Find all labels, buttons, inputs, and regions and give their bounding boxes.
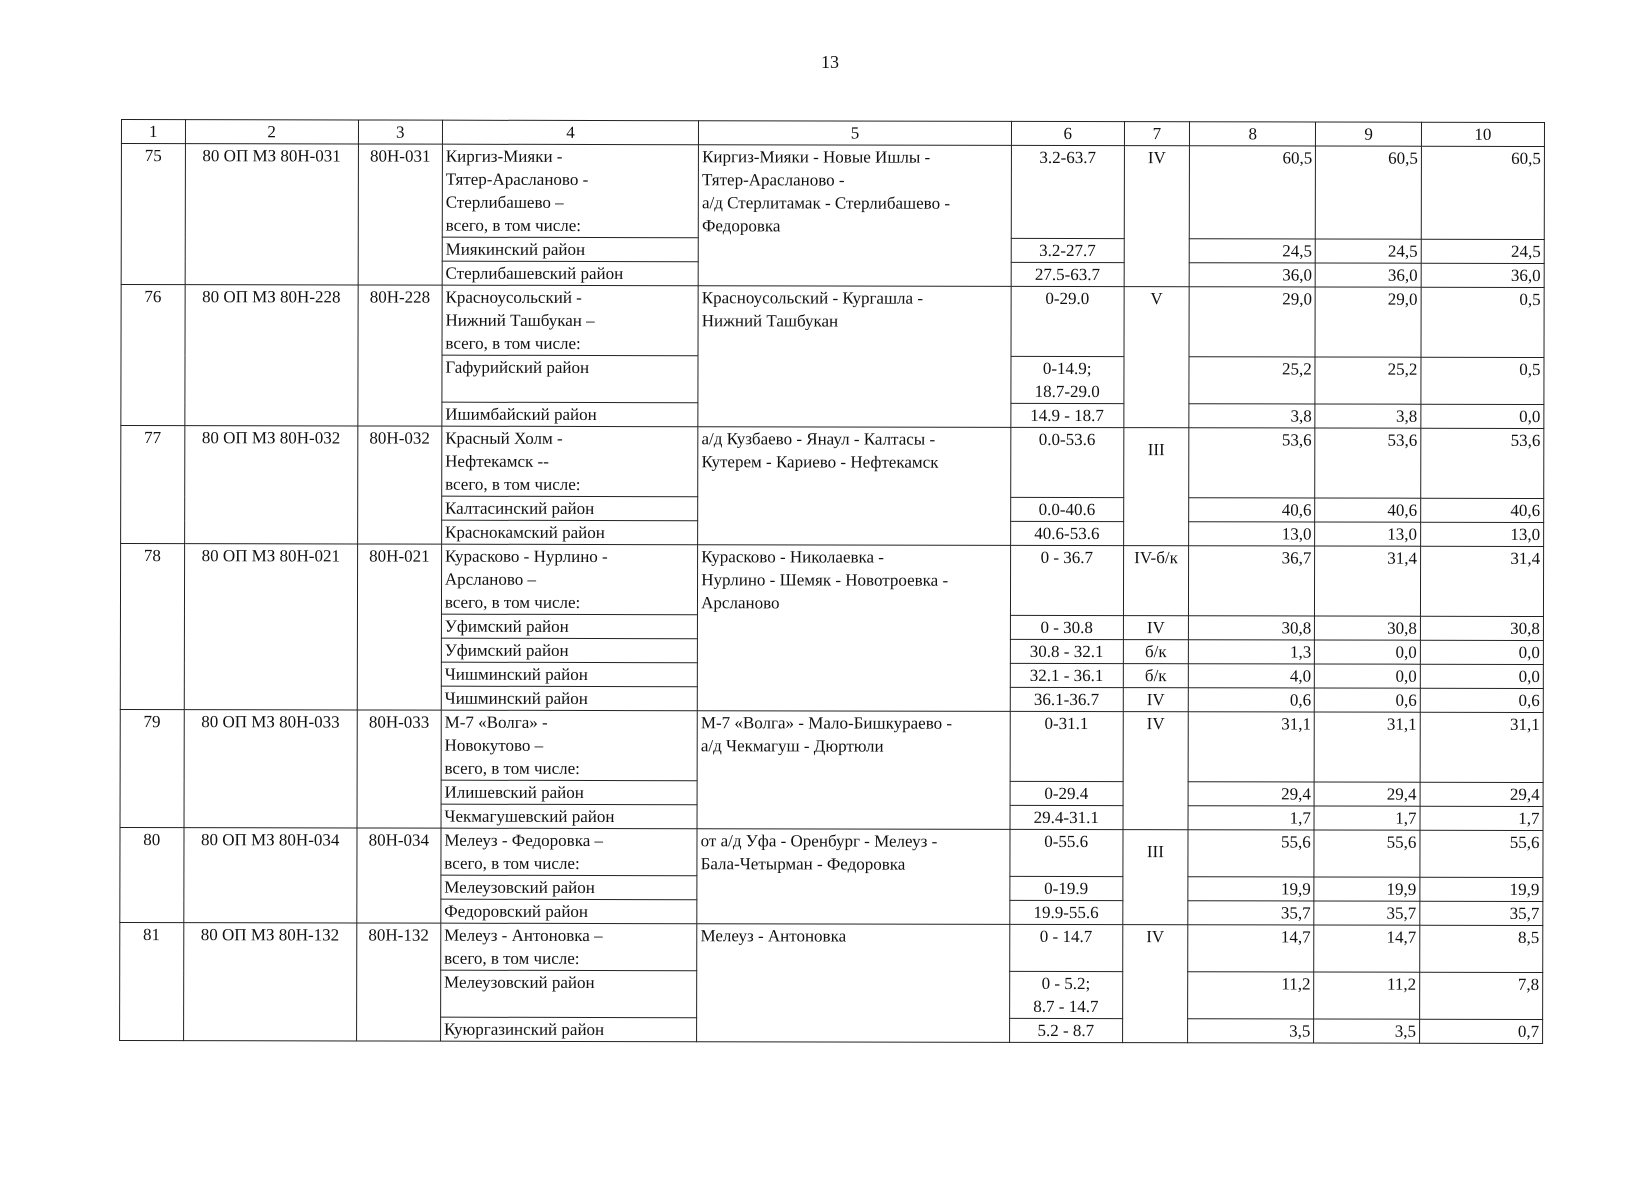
district-category: IV: [1123, 688, 1189, 712]
road-name-line: всего, в том числе:: [445, 333, 581, 353]
road-route-line: Бала-Четырман - Федоровка: [700, 854, 906, 874]
km-range: [1011, 427, 1124, 497]
district-name: Чишминский район: [441, 662, 697, 687]
district-km-range: [1010, 876, 1123, 900]
district-length-total: 3,8: [1189, 404, 1315, 428]
district-length-regional: 19,9: [1314, 877, 1420, 901]
district-length-total: 24,5: [1189, 239, 1315, 263]
district-length-total: 13,0: [1189, 522, 1315, 546]
km-line: 3.2-63.7: [1039, 147, 1097, 168]
road-route: [698, 427, 1011, 546]
district-km-range: [1009, 1018, 1122, 1042]
district-length-regional: 11,2: [1314, 972, 1420, 1019]
district-length-regional: 24,5: [1316, 239, 1422, 263]
road-route: [698, 145, 1011, 287]
district-length-paved: 0,6: [1420, 688, 1543, 712]
road-route-line: М-7 «Волга» - Мало-Бишкураево -: [700, 713, 953, 733]
district-km-range: [1011, 356, 1124, 403]
road-route-line: Киргиз-Мияки - Новые Ишлы -: [702, 147, 931, 167]
km-line: 29.4-31.1: [1033, 807, 1099, 828]
district-length-regional: 35,7: [1314, 901, 1420, 925]
km-line: 36.1-36.7: [1033, 689, 1100, 710]
district-name: Гафурийский район: [442, 355, 698, 403]
road-name: [441, 710, 697, 781]
km-line: 0 - 36.7: [1040, 547, 1094, 568]
district-length-paved: 35,7: [1420, 901, 1543, 925]
road-name-line: М-7 «Волга» -: [444, 712, 548, 732]
column-header: 1: [121, 120, 185, 144]
district-length-regional: 30,8: [1315, 616, 1421, 640]
row-number: 75: [121, 144, 185, 285]
district-name: Стерлибашевский район: [442, 261, 698, 286]
page-number: 13: [821, 52, 839, 72]
km-line: 0-14.9;: [1042, 358, 1092, 379]
road-name-line: Новокутово –: [444, 735, 544, 755]
district-length-total: 29,4: [1188, 782, 1314, 806]
length-paved: 53,6: [1421, 428, 1544, 498]
district-length-regional: 25,2: [1315, 357, 1421, 404]
district-km-range: [1010, 900, 1123, 924]
road-category: IV-б/к: [1123, 546, 1189, 616]
km-line: 0 - 14.7: [1039, 926, 1093, 947]
table-row: [121, 285, 1544, 358]
district-length-total: 35,7: [1188, 901, 1314, 925]
km-line: 0 - 5.2;: [1041, 973, 1091, 994]
road-route-line: Кутерем - Кариево - Нефтекамск: [701, 452, 939, 472]
district-name: Мелеузовский район: [441, 875, 697, 900]
row-number: 81: [120, 922, 184, 1040]
road-route-line: Арсланово: [701, 593, 780, 613]
road-route-line: а/д Кузбаево - Янаул - Калтасы -: [701, 429, 936, 449]
district-name: Краснокамский район: [441, 520, 697, 545]
km-line: 18.7-29.0: [1034, 381, 1100, 402]
road-name-line: всего, в том числе:: [445, 215, 582, 235]
length-total: 14,7: [1188, 925, 1314, 972]
length-regional: 14,7: [1314, 925, 1420, 972]
district-length-regional: 3,5: [1314, 1019, 1420, 1043]
district-km-range: [1010, 615, 1123, 639]
row-number: 80: [120, 827, 184, 922]
km-line: 8.7 - 14.7: [1033, 996, 1099, 1017]
district-name: Уфимский район: [441, 614, 697, 639]
road-route: [698, 286, 1011, 428]
district-length-total: 30,8: [1189, 616, 1315, 640]
road-name-line: Красноусольский -: [445, 287, 582, 307]
district-name: Миякинский район: [442, 237, 698, 262]
km-line: 40.6-53.6: [1034, 523, 1100, 544]
road-route: [697, 545, 1010, 712]
district-length-paved: 13,0: [1421, 522, 1544, 546]
district-length-paved: 1,7: [1420, 806, 1543, 830]
road-id: 80 ОП МЗ 80Н-034: [183, 828, 356, 923]
km-line: 3.2-27.7: [1039, 240, 1096, 261]
district-length-total: 4,0: [1189, 664, 1315, 688]
column-header: 7: [1124, 122, 1190, 146]
district-category: б/к: [1123, 640, 1189, 664]
district-km-range: [1011, 497, 1124, 521]
district-length-total: 1,7: [1188, 806, 1314, 830]
district-length-total: 25,2: [1189, 357, 1315, 404]
road-route: [697, 924, 1010, 1043]
header-row: [121, 120, 1544, 147]
district-km-range: [1010, 687, 1123, 711]
road-short-code: 80Н-031: [358, 144, 442, 285]
km-line: 30.8 - 32.1: [1029, 641, 1104, 662]
table-row: [120, 709, 1543, 782]
district-length-paved: 0,5: [1421, 357, 1544, 404]
district-km-range: [1010, 663, 1123, 687]
district-length-paved: 7,8: [1420, 972, 1543, 1019]
road-category: III: [1123, 428, 1189, 546]
length-regional: 31,1: [1314, 712, 1420, 782]
road-id: 80 ОП МЗ 80Н-228: [184, 285, 358, 426]
length-paved: 0,5: [1421, 287, 1544, 357]
table-row: [120, 544, 1543, 617]
road-route-line: Курасково - Николаевка -: [701, 547, 885, 567]
road-route-line: а/д Стерлитамак - Стерлибашево -: [701, 193, 951, 213]
km-range: [1010, 711, 1123, 781]
column-header: 10: [1421, 122, 1544, 146]
row-number: 79: [120, 709, 184, 827]
column-header: 6: [1011, 121, 1124, 145]
row-number: 78: [120, 544, 184, 710]
km-line: 0.0-40.6: [1038, 499, 1096, 520]
km-range: [1010, 545, 1123, 615]
district-name: Чишминский район: [441, 686, 697, 711]
district-length-paved: 0,0: [1420, 664, 1543, 688]
road-short-code: 80Н-228: [358, 285, 442, 426]
road-name-line: всего, в том числе:: [445, 474, 581, 494]
district-name: Чекмагушевский район: [441, 804, 697, 829]
district-name: Ишимбайский район: [442, 402, 698, 427]
km-range: [1011, 145, 1124, 238]
district-name: Илишевский район: [441, 780, 697, 805]
length-total: 53,6: [1189, 428, 1315, 498]
length-regional: 29,0: [1315, 287, 1421, 357]
district-length-paved: 0,0: [1420, 640, 1543, 664]
district-length-total: 36,0: [1189, 263, 1315, 287]
road-name-line: Нижний Ташбукан –: [445, 310, 595, 330]
length-total: 60,5: [1189, 146, 1315, 239]
table-row: [121, 144, 1544, 240]
district-length-regional: 36,0: [1315, 263, 1421, 287]
road-id: 80 ОП МЗ 80Н-021: [184, 544, 358, 710]
column-header: 9: [1316, 122, 1422, 146]
district-length-regional: 1,7: [1314, 806, 1420, 830]
road-name: [442, 426, 698, 497]
road-route: [697, 829, 1010, 925]
road-short-code: 80Н-033: [357, 710, 441, 828]
km-line: 0.0-53.6: [1038, 429, 1096, 450]
road-category: IV: [1124, 146, 1190, 287]
road-name-line: Красный Холм -: [445, 428, 563, 448]
road-name-line: Нефтекамск --: [445, 451, 549, 471]
km-line: 19.9-55.6: [1033, 902, 1099, 923]
road-name-line: всего, в том числе:: [444, 758, 580, 778]
district-length-regional: 13,0: [1315, 522, 1421, 546]
district-name: Федоровский район: [441, 899, 697, 924]
district-km-range: [1011, 238, 1124, 262]
road-name-line: Киргиз-Мияки -: [445, 146, 563, 166]
row-number: 76: [121, 285, 185, 426]
road-name-line: Стерлибашево –: [445, 192, 564, 212]
road-route-line: от а/д Уфа - Оренбург - Мелеуз -: [700, 831, 938, 851]
district-length-total: 3,5: [1188, 1019, 1314, 1043]
road-name-line: Курасково - Нурлино -: [444, 546, 608, 567]
road-name-line: всего, в том числе:: [444, 592, 581, 612]
column-header: 5: [699, 121, 1012, 146]
column-header: 3: [358, 120, 442, 144]
district-km-range: [1011, 403, 1124, 427]
district-category: б/к: [1123, 664, 1189, 688]
km-line: 0 - 30.8: [1040, 617, 1093, 638]
road-name-line: Тятер-Арасланово -: [445, 169, 589, 189]
road-route-line: Федоровка: [701, 216, 781, 236]
road-category: V: [1123, 287, 1189, 428]
district-name: Куюргазинский район: [440, 1017, 696, 1042]
district-km-range: [1011, 262, 1124, 286]
length-paved: 8,5: [1420, 925, 1543, 972]
km-line: 0-29.4: [1044, 783, 1089, 804]
length-regional: 55,6: [1314, 830, 1420, 877]
table-row: [121, 426, 1544, 499]
district-length-paved: 40,6: [1421, 498, 1544, 522]
road-route-line: Красноусольский - Кургашла -: [701, 288, 924, 308]
district-length-regional: 29,4: [1314, 782, 1420, 806]
length-paved: 60,5: [1421, 146, 1544, 239]
table-row: [120, 827, 1543, 877]
road-name: [442, 144, 698, 238]
district-length-paved: 36,0: [1421, 263, 1544, 287]
km-line: 0-29.0: [1045, 288, 1090, 309]
district-name: Уфимский район: [441, 638, 697, 663]
road-name-line: всего, в том числе:: [444, 948, 580, 968]
length-regional: 53,6: [1315, 428, 1421, 498]
road-category: IV: [1122, 925, 1188, 1043]
km-line: 32.1 - 36.1: [1029, 665, 1104, 686]
district-km-range: [1010, 781, 1123, 805]
km-line: 0-19.9: [1044, 878, 1089, 899]
road-name-line: Арсланово –: [444, 569, 537, 589]
road-short-code: 80Н-034: [357, 828, 441, 923]
district-length-regional: 3,8: [1315, 404, 1421, 428]
district-km-range: [1010, 521, 1123, 545]
row-number: 77: [121, 426, 185, 544]
district-length-paved: 0,7: [1419, 1019, 1542, 1043]
road-name: [442, 285, 698, 356]
road-name: [441, 544, 697, 615]
column-header: 2: [185, 120, 358, 144]
road-name-line: Мелеуз - Федоровка –: [444, 830, 604, 851]
district-length-paved: 29,4: [1420, 782, 1543, 806]
length-regional: 60,5: [1316, 146, 1422, 239]
km-line: 5.2 - 8.7: [1037, 1020, 1095, 1041]
km-line: 0-31.1: [1044, 713, 1089, 734]
road-short-code: 80Н-032: [357, 426, 441, 544]
district-length-paved: 19,9: [1420, 877, 1543, 901]
district-length-regional: 0,0: [1315, 640, 1421, 664]
district-length-paved: 0,0: [1421, 404, 1544, 428]
km-range: [1011, 286, 1124, 356]
road-name-line: Мелеуз - Антоновка –: [444, 925, 603, 946]
district-km-range: [1010, 639, 1123, 663]
length-paved: 31,4: [1420, 546, 1543, 616]
length-paved: 31,1: [1420, 712, 1543, 782]
road-route-line: а/д Чекмагуш - Дюртюли: [700, 736, 884, 756]
district-length-regional: 0,0: [1315, 664, 1421, 688]
road-route-line: Нижний Ташбукан: [701, 311, 839, 331]
road-category: III: [1122, 830, 1188, 925]
length-total: 29,0: [1189, 287, 1315, 357]
district-km-range: [1010, 805, 1123, 829]
road-route: [697, 711, 1010, 830]
km-line: 0-55.6: [1044, 831, 1089, 852]
roads-table: [119, 119, 1545, 1044]
road-name: [441, 828, 697, 876]
table-body: [120, 120, 1545, 1044]
km-line: 27.5-63.7: [1034, 264, 1101, 285]
road-route-line: Тятер-Арасланово -: [702, 170, 845, 190]
road-route-line: Нурлино - Шемяк - Новотроевка -: [701, 570, 949, 590]
km-line: 14.9 - 18.7: [1030, 405, 1104, 426]
district-length-total: 19,9: [1188, 877, 1314, 901]
road-route-line: Мелеуз - Антоновка: [700, 926, 847, 946]
road-id: 80 ОП МЗ 80Н-031: [185, 144, 359, 285]
length-total: 31,1: [1188, 712, 1314, 782]
road-short-code: 80Н-132: [356, 923, 440, 1041]
district-length-total: 40,6: [1189, 498, 1315, 522]
column-header: 4: [442, 120, 698, 145]
km-range: [1010, 829, 1123, 876]
district-length-regional: 0,6: [1315, 688, 1421, 712]
district-name: Мелеузовский район: [440, 970, 696, 1018]
district-category: IV: [1123, 616, 1189, 640]
district-length-total: 1,3: [1189, 640, 1315, 664]
length-total: 55,6: [1188, 830, 1314, 877]
road-category: IV: [1123, 712, 1189, 830]
length-regional: 31,4: [1315, 546, 1421, 616]
road-name: [441, 923, 697, 971]
district-km-range: [1009, 971, 1122, 1018]
km-range: [1010, 924, 1123, 971]
district-length-paved: 30,8: [1420, 616, 1543, 640]
road-id: 80 ОП МЗ 80Н-132: [183, 923, 356, 1041]
length-paved: 55,6: [1420, 830, 1543, 877]
district-length-total: 0,6: [1188, 688, 1314, 712]
length-total: 36,7: [1189, 546, 1315, 616]
district-length-regional: 40,6: [1315, 498, 1421, 522]
road-short-code: 80Н-021: [357, 544, 441, 710]
district-name: Калтасинский район: [442, 496, 698, 521]
road-id: 80 ОП МЗ 80Н-032: [184, 426, 357, 544]
table-row: [120, 922, 1543, 972]
road-name-line: всего, в том числе:: [444, 853, 580, 873]
district-length-paved: 24,5: [1421, 239, 1544, 263]
district-length-total: 11,2: [1188, 972, 1314, 1019]
column-header: 8: [1190, 122, 1316, 146]
road-id: 80 ОП МЗ 80Н-033: [184, 710, 357, 828]
